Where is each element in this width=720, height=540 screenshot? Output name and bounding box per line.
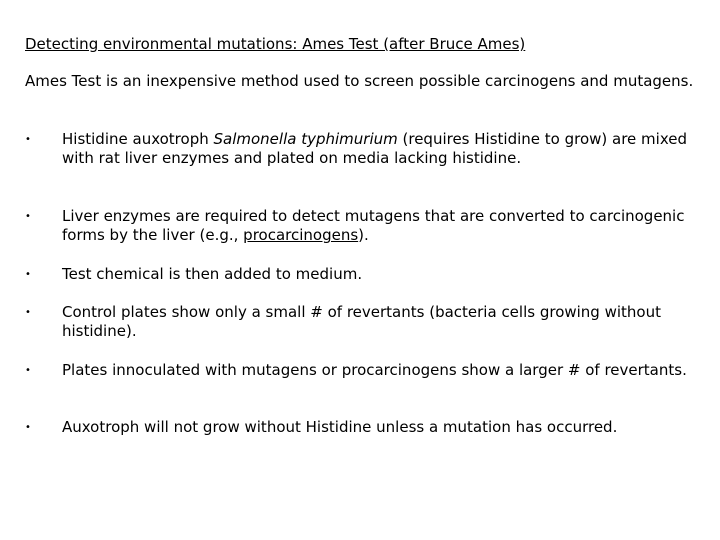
bullet-icon: • bbox=[25, 134, 31, 145]
bullet-text-part: ). bbox=[358, 226, 369, 244]
bullet-icon: • bbox=[25, 307, 31, 318]
bullet-text: Plates innoculated with mutagens or procarcinogens show a larger # of revertants. bbox=[62, 361, 687, 379]
bullet-icon: • bbox=[25, 422, 31, 433]
organism-name: Salmonella typhimurium bbox=[213, 130, 398, 148]
bullet-icon: • bbox=[25, 365, 31, 376]
bullet-text: Test chemical is then added to medium. bbox=[62, 265, 363, 283]
bullet-text-part: (requires Histidine to grow) are mixed with rat liver enzymes and plated on media lacking histidine. bbox=[62, 130, 687, 167]
bullet-text bbox=[62, 130, 692, 168]
bullet-text: Auxotroph will not grow without Histidine unless a mutation has occurred. bbox=[62, 418, 618, 436]
procarcinogens-term: procarcinogens bbox=[243, 226, 359, 244]
page-title: Detecting environmental mutations: Ames Test (after Bruce Ames) bbox=[25, 35, 526, 53]
bullet-text-part: Histidine auxotroph bbox=[62, 130, 214, 148]
bullet-text-part: Liver enzymes are required to detect mutagens that are converted to carcinogenic forms by the liver (e.g., bbox=[62, 207, 685, 244]
bullet-text: Control plates show only a small # of revertants (bacteria cells growing without histidine). bbox=[62, 303, 661, 340]
bullet-icon: • bbox=[25, 211, 31, 222]
bullet-icon: • bbox=[25, 269, 31, 280]
intro-paragraph: Ames Test is an inexpensive method used to screen possible carcinogens and mutagens. bbox=[25, 72, 694, 90]
bullet-text bbox=[62, 207, 692, 245]
